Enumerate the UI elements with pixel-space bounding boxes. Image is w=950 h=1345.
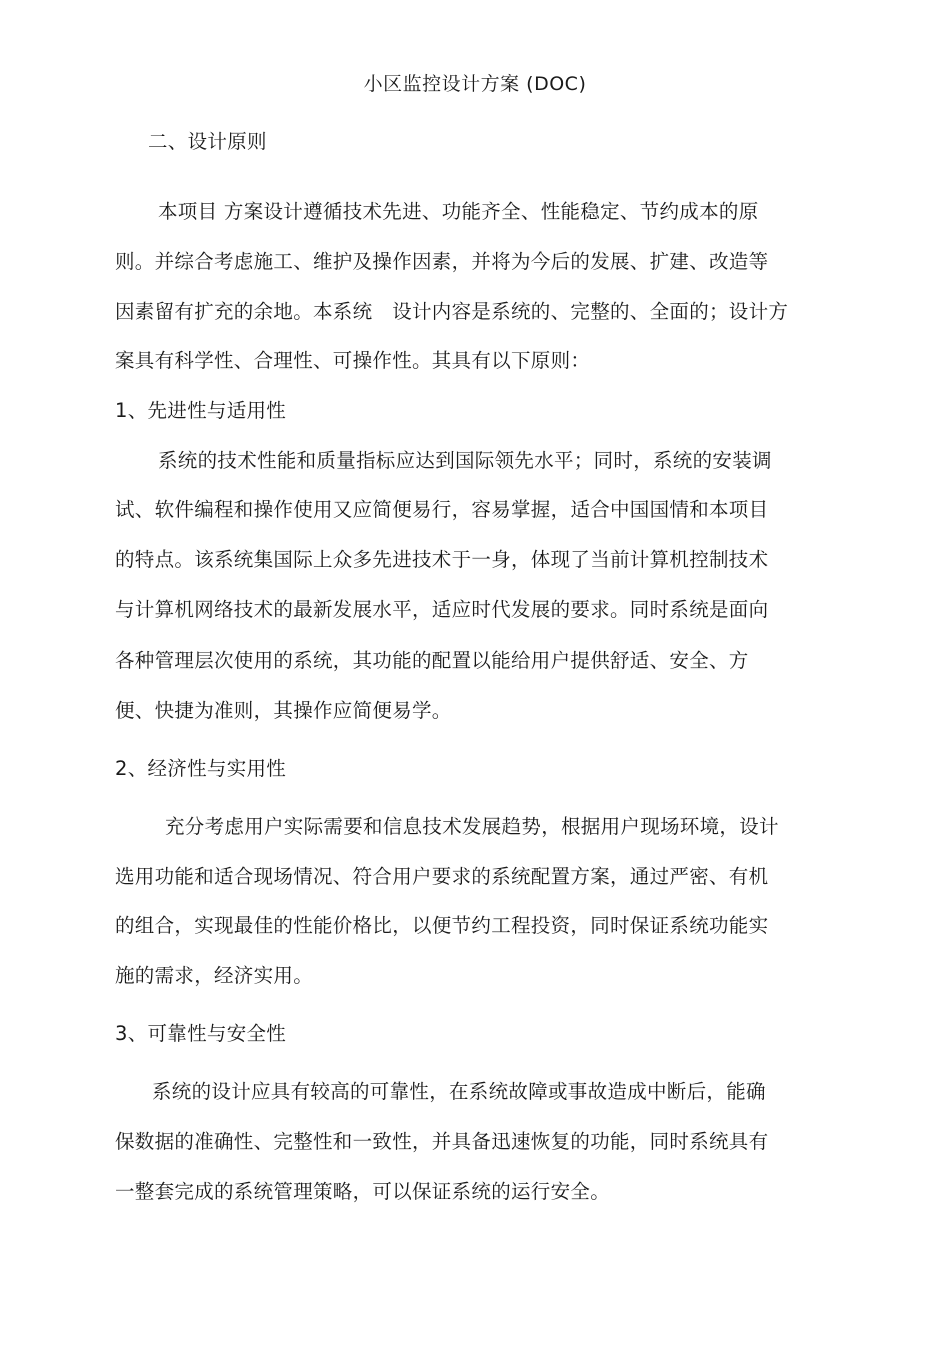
principle-line: 的组合，实现最佳的性能价格比，以便节约工程投资，同时保证系统功能实 [115, 914, 769, 937]
principle-line: 系统的设计应具有较高的可靠性，在系统故障或事故造成中断后，能确 [152, 1080, 766, 1103]
intro-line: 则。并综合考虑施工、维护及操作因素，并将为今后的发展、扩建、改造等 [115, 250, 769, 273]
intro-line: 案具有科学性、合理性、可操作性。其具有以下原则： [115, 349, 591, 372]
principle-heading: 1、先进性与适用性 [115, 399, 287, 422]
intro-line: 因素留有扩充的余地。本系统 设计内容是系统的、完整的、全面的；设计方 [115, 300, 789, 323]
principle-line: 的特点。该系统集国际上众多先进技术于一身，体现了当前计算机控制技术 [115, 548, 769, 571]
principle-line: 系统的技术性能和质量指标应达到国际领先水平；同时，系统的安装调 [158, 449, 772, 472]
intro-line: 本项目 方案设计遵循技术先进、功能齐全、性能稳定、节约成本的原 [158, 200, 759, 223]
principle-line: 与计算机网络技术的最新发展水平，适应时代发展的要求。同时系统是面向 [115, 598, 769, 621]
principle-line: 便、快捷为准则，其操作应简便易学。 [115, 699, 452, 722]
principle-line: 充分考虑用户实际需要和信息技术发展趋势，根据用户现场环境，设计 [165, 815, 779, 838]
principle-heading: 2、经济性与实用性 [115, 757, 287, 780]
principle-line: 各种管理层次使用的系统，其功能的配置以能给用户提供舒适、安全、方 [115, 649, 749, 672]
principle-line: 试、软件编程和操作使用又应简便易行，容易掌握，适合中国国情和本项目 [115, 498, 769, 521]
principle-heading: 3、可靠性与安全性 [115, 1022, 287, 1045]
principle-line: 一整套完成的系统管理策略，可以保证系统的运行安全。 [115, 1180, 611, 1203]
principle-line: 选用功能和适合现场情况、符合用户要求的系统配置方案，通过严密、有机 [115, 865, 769, 888]
principle-line: 施的需求，经济实用。 [115, 964, 314, 987]
section-heading: 二、设计原则 [148, 130, 267, 153]
principle-line: 保数据的准确性、完整性和一致性，并具备迅速恢复的功能，同时系统具有 [115, 1130, 769, 1153]
document-title: 小区监控设计方案 (DOC) [363, 73, 587, 95]
